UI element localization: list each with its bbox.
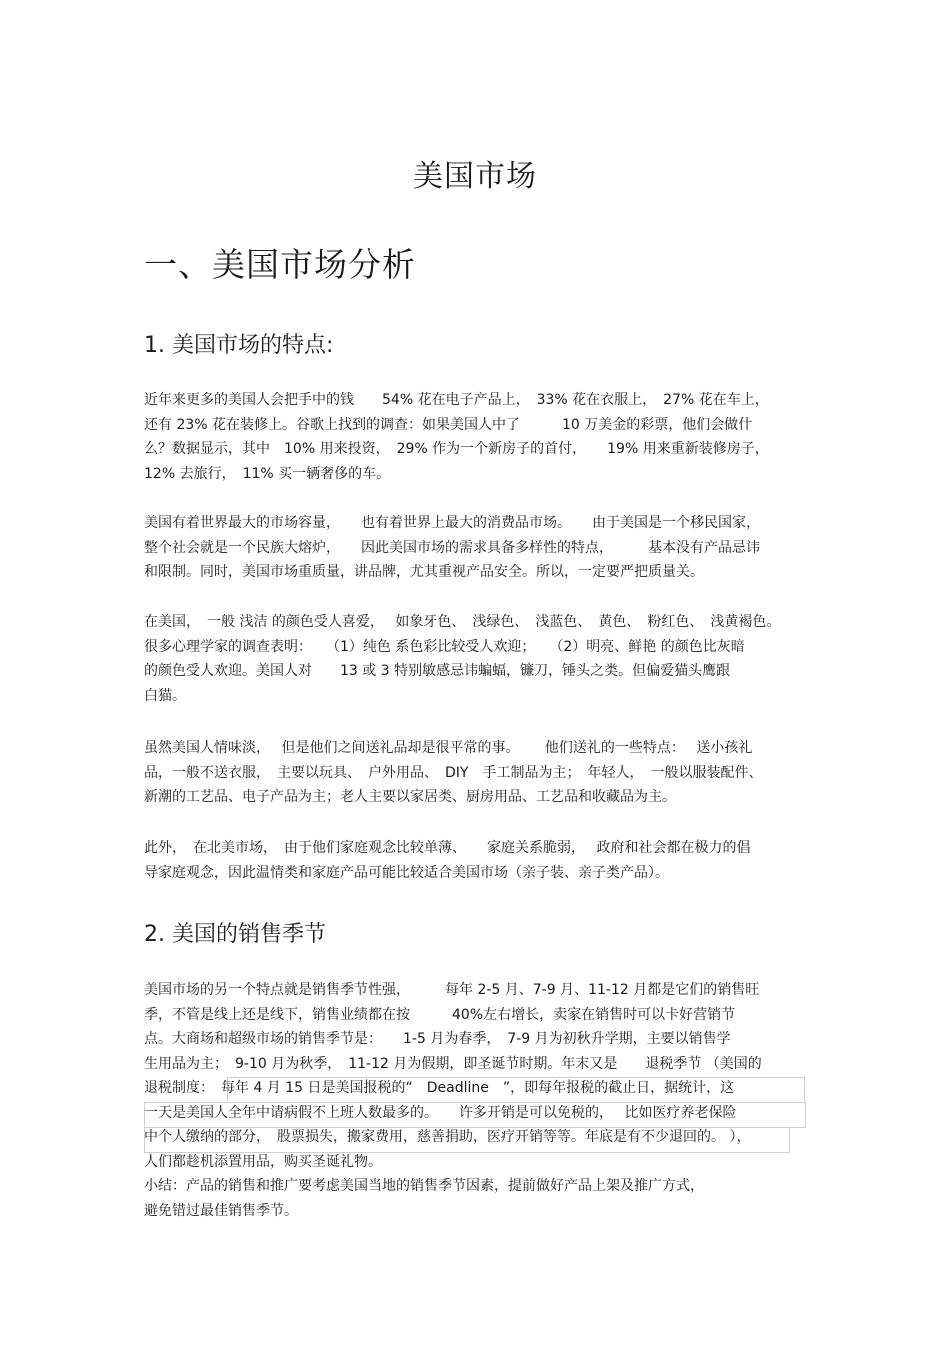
text-line: 一天是美国人全年中请病假不上班人数最多的。 许多开销是可以免税的， 比如医疗养老保险 — [144, 1104, 737, 1121]
text-line: 白猫。 — [144, 687, 186, 704]
summary-line: 避免错过最佳销售季节。 — [144, 1202, 298, 1219]
paragraph-colors — [144, 610, 814, 708]
text-line: 很多心理学家的调查表明： （1）纯色 系色彩比较受人欢迎； （2）明亮、鲜艳 的颜色比灰暗 — [144, 638, 745, 655]
text-line: 退税制度： 每年 4 月 15 日是美国报税的“ Deadline ”，即每年报税的截止日，据统计，这 — [144, 1080, 735, 1096]
section-2-heading: 2. 美国的销售季节 — [144, 922, 326, 947]
summary-line: 小结：产品的销售和推广要考虑美国当地的销售季节因素，提前做好产品上架及推广方式， — [144, 1178, 704, 1194]
text-line: 近年来更多的美国人会把手中的钱 54% 花在电子产品上， 33% 花在衣服上， 27% 花在车上， — [144, 392, 769, 408]
page-title: 美国市场 — [413, 159, 537, 194]
text-line: 新潮的工艺品、电子产品为主；老人主要以家居类、厨房用品、工艺品和收藏品为主。 — [144, 789, 676, 805]
text-line: 还有 23% 花在装修上。谷歌上找到的调查：如果美国人中了 10 万美金的彩票，他们会做什 — [144, 416, 753, 433]
paragraph-sales-season — [144, 978, 814, 1223]
text-line: 生用品为主； 9-10 月为秋季， 11-12 月为假期，即圣诞节时期。年末又是 退税季节 （美国的 — [144, 1055, 762, 1072]
text-line: 么？数据显示，其中 10% 用来投资， 29% 作为一个新房子的首付， 19% 用来重新装修房子， — [144, 441, 769, 457]
text-line: 整个社会就是一个民族大熔炉， 因此美国市场的需求具备多样性的特点， 基本没有产品忌讳 — [144, 539, 760, 556]
paragraph-gifts — [144, 736, 814, 810]
text-line: 点。大商场和超级市场的销售季节是： 1-5 月为春季， 7-9 月为初秋升学期，主要以销售学 — [144, 1031, 731, 1047]
paragraph-market-capacity — [144, 511, 814, 585]
text-line: 虽然美国人情味淡， 但是他们之间送礼品却是很平常的事。 他们送礼的一些特点： 送小孩礼 — [144, 740, 753, 756]
text-line: 季，不管是线上还是线下，销售业绩都在按 40%左右增长，卖家在销售时可以卡好营销节 — [144, 1006, 736, 1023]
text-line: 人们都趁机添置用品，购买圣诞礼物。 — [144, 1153, 382, 1170]
paragraph-spending — [144, 388, 814, 486]
text-line: 的颜色受人欢迎。美国人对 13 或 3 特别敏感忌讳蝙蝠，镰刀，锤头之类。但偏爱猫头鹰跟 — [144, 663, 731, 679]
paragraph-family — [144, 836, 814, 885]
text-line: 和限制。同时，美国市场重质量，讲品牌，尤其重视产品安全。所以，一定要严把质量关。 — [144, 564, 704, 580]
text-line: 导家庭观念，因此温情类和家庭产品可能比较适合美国市场（亲子装、亲子类产品）。 — [144, 864, 669, 881]
text-line: 品，一般不送衣服， 主要以玩具、 户外用品、 DIY 手工制品为主； 年轻人， 一般以服装配件、 — [144, 764, 763, 781]
text-line: 在美国， 一般 浅洁 的颜色受人喜爱， 如象牙色、 浅绿色、 浅蓝色、 黄色、 粉红色、 浅黄褐色。 — [144, 614, 781, 630]
main-heading: 一、美国市场分析 — [144, 245, 416, 284]
text-line: 12% 去旅行， 11% 买一辆奢侈的车。 — [144, 465, 391, 482]
section-1-heading: 1. 美国市场的特点: — [144, 333, 334, 358]
text-line: 此外， 在北美市场， 由于他们家庭观念比较单薄、 家庭关系脆弱， 政府和社会都在极力的倡 — [144, 840, 751, 856]
text-line: 中个人缴纳的部分， 股票损失，搬家费用，慈善捐助，医疗开销等等。年底是有不少退回的。 ）， — [144, 1129, 751, 1145]
text-line: 美国市场的另一个特点就是销售季节性强， 每年 2-5 月、7-9 月、11-12 月都是它们的销售旺 — [144, 982, 760, 998]
text-line: 美国有着世界最大的市场容量， 也有着世界上最大的消费品市场。 由于美国是一个移民国家， — [144, 515, 760, 531]
